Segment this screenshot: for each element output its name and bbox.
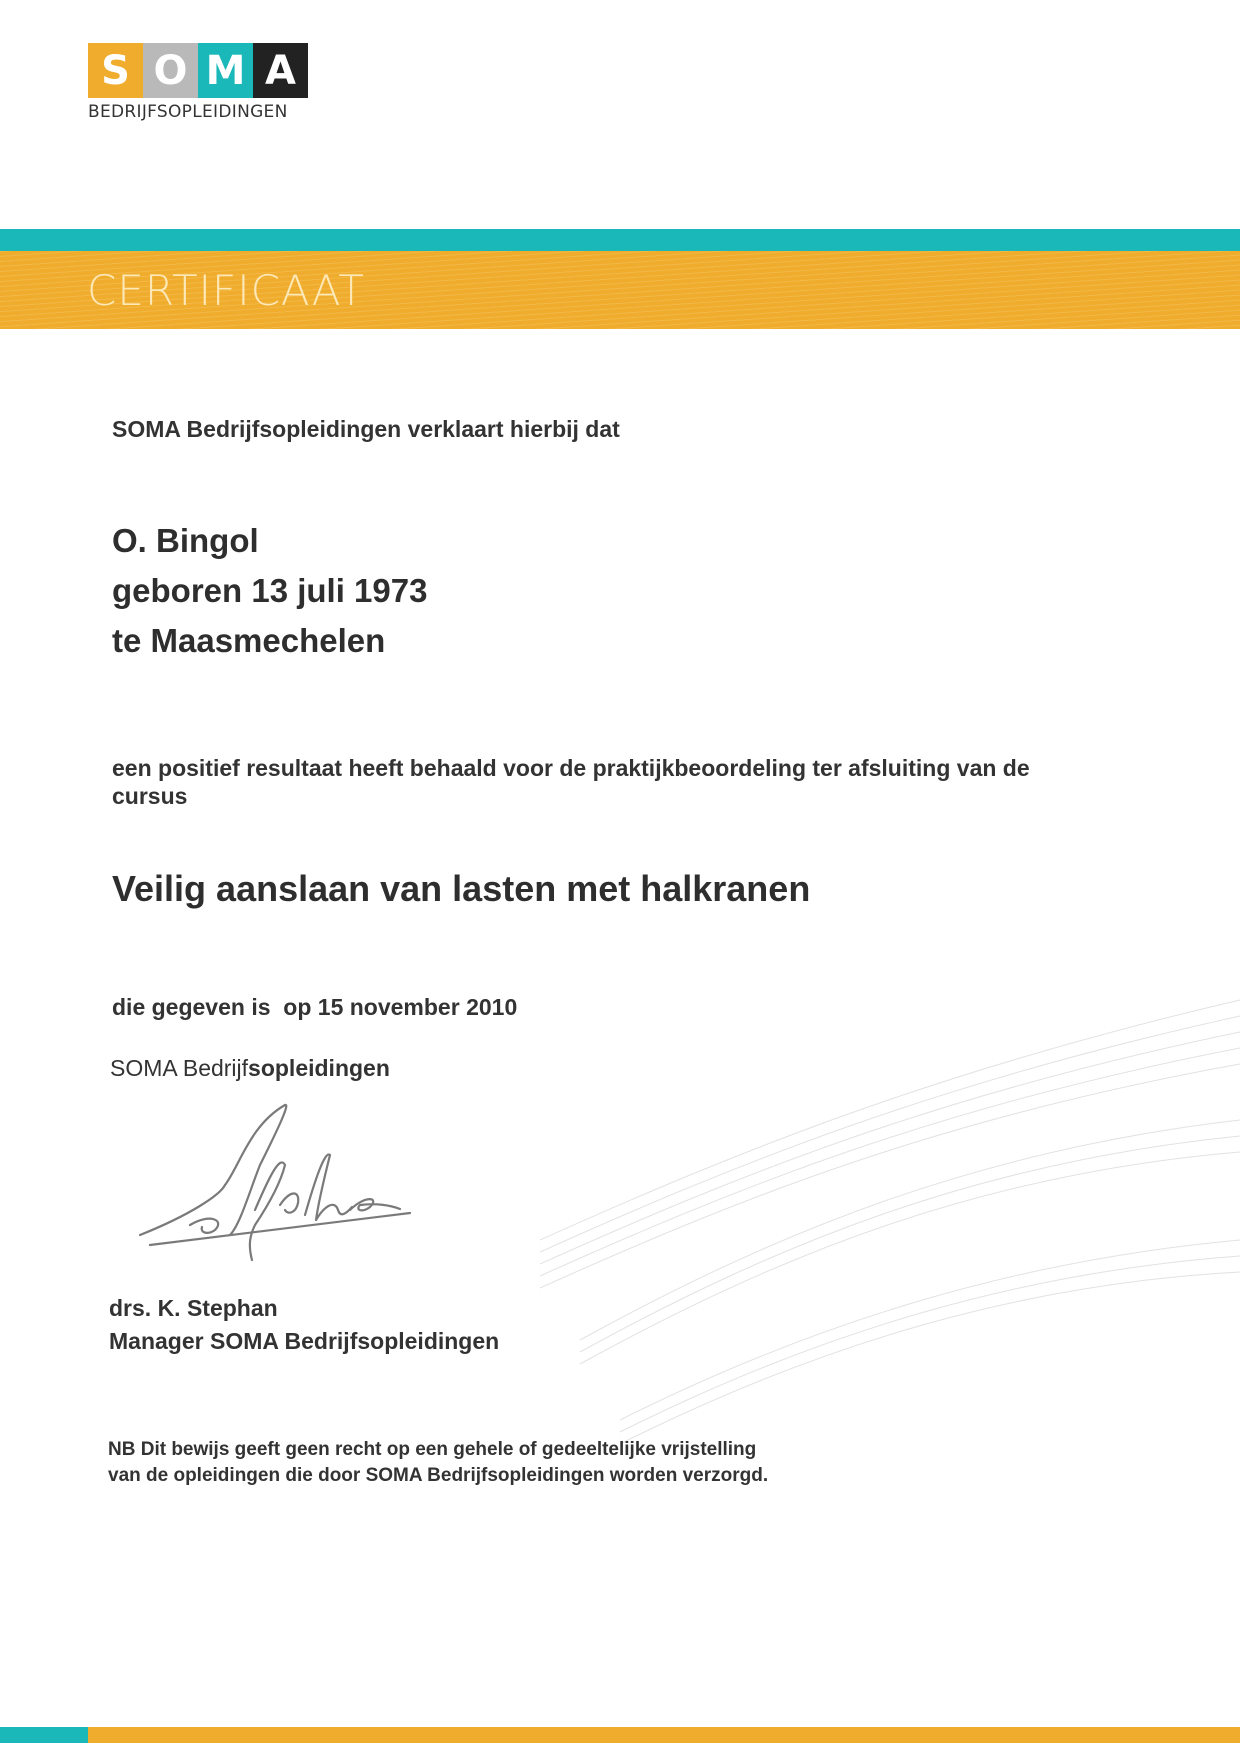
disclaimer-line-2: van de opleidingen die door SOMA Bedrijfsopleidingen worden verzorgd. [108,1465,769,1486]
issuing-organisation [110,1055,390,1082]
recipient-birthdate: geboren 13 juli 1973 [112,572,428,609]
certificate-heading: CERTIFICAAT [87,266,365,315]
disclaimer-note [108,1437,768,1489]
handwritten-signature [130,1095,430,1275]
logo-letter-m: M [198,43,253,98]
logo-subtitle: BEDRIJFSOPLEIDINGEN [88,102,288,122]
footer-orange-stripe [88,1727,1240,1743]
org-name-part-1: SOMA Bedrijf [110,1055,249,1081]
soma-logo [88,43,308,122]
org-name-part-2: sopleidingen [248,1055,390,1081]
recipient-block [112,516,427,666]
logo-letter-s: S [88,43,143,98]
recipient-name: O. Bingol [112,522,259,559]
logo-letter-a: A [253,43,308,98]
course-date: die gegeven is op 15 november 2010 [112,994,518,1020]
background-wave-pattern [540,820,1240,1520]
intro-statement: SOMA Bedrijfsopleidingen verklaart hierbij dat [112,416,620,442]
course-title: Veilig aanslaan van lasten met halkranen [112,868,811,909]
result-line-2: cursus [112,783,188,809]
disclaimer-line-1: NB Dit bewijs geeft geen recht op een gehele of gedeeltelijke vrijstelling [108,1439,757,1460]
recipient-birthplace: te Maasmechelen [112,622,386,659]
signer-block [109,1292,499,1358]
banner-teal-stripe [0,229,1240,251]
result-line-1: een positief resultaat heeft behaald voor de praktijkbeoordeling ter afsluiting van de [112,755,1030,781]
signer-role: Manager SOMA Bedrijfsopleidingen [109,1328,500,1354]
footer-teal-stripe [0,1727,88,1743]
signer-name: drs. K. Stephan [109,1295,278,1321]
logo-letters [88,43,308,98]
result-statement [112,754,1132,810]
logo-letter-o: O [143,43,198,98]
